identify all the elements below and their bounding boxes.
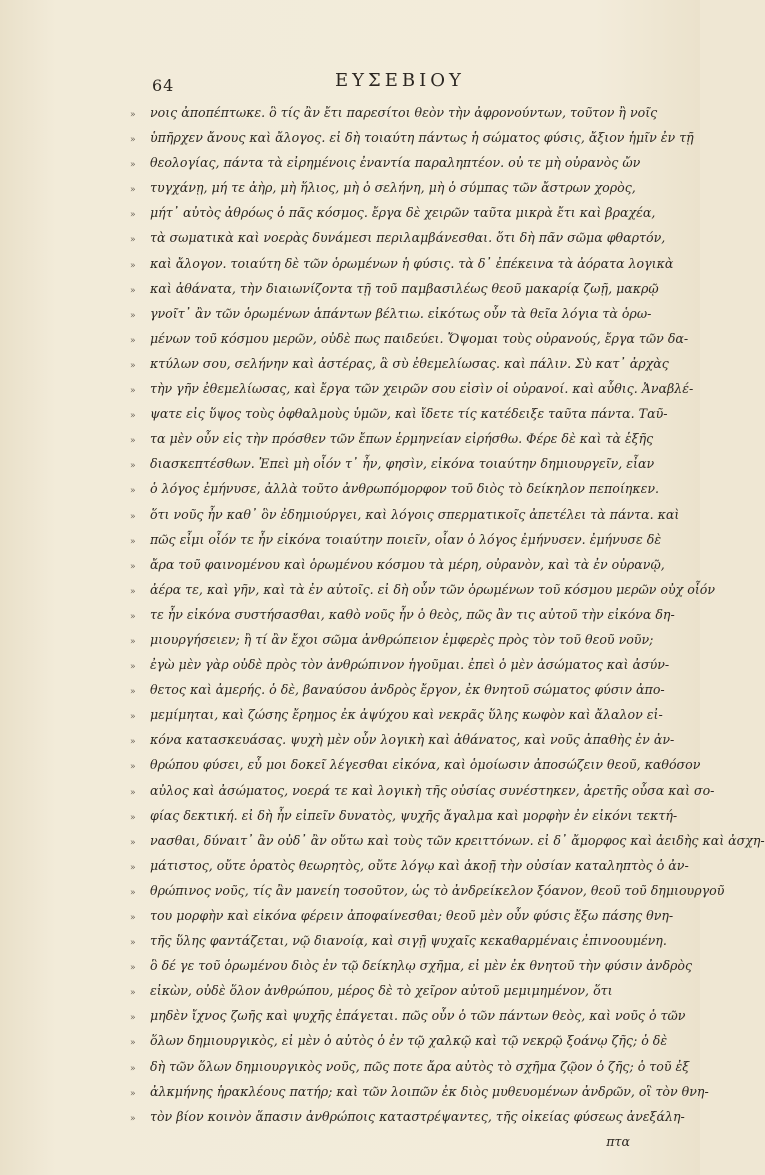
line-text: τα μὲν οὖν εἰς τὴν πρόσθεν τῶν ἔπων ἑρμηνείαν εἰρήσθω. Φέρε δὲ καὶ τὰ ἑξῆς	[150, 431, 654, 447]
quote-marker: »	[130, 963, 136, 974]
quote-marker: »	[130, 235, 136, 246]
text-line	[130, 225, 666, 250]
line-text: ἄρα τοῦ φαινομένου καὶ ὁρωμένου κόσμου τὰ μέρη, οὐρανὸν, καὶ τὰ ἐν οὐρανῷ,	[150, 556, 665, 572]
quote-marker: »	[130, 135, 136, 146]
text-line	[130, 627, 654, 652]
line-text: ὃ δέ γε τοῦ ὁρωμένου διὸς ἐν τῷ δείκηλῳ σχῆμα, εἰ μὲν ἐκ θνητοῦ τὴν φύσιν ἀνδρὸς	[150, 958, 693, 974]
line-text: τὰ σωματικὰ καὶ νοερὰς δυνάμεσι περιλαμβάνεσθαι. ὅτι δὴ πᾶν σῶμα φθαρτόν,	[150, 230, 666, 246]
quote-marker: »	[130, 1088, 136, 1099]
text-line	[130, 727, 675, 752]
quote-marker: »	[130, 110, 136, 120]
quote-marker: »	[130, 837, 136, 848]
text-line	[130, 828, 765, 853]
text-line	[130, 426, 654, 451]
text-line	[130, 652, 670, 677]
line-text: πτα	[606, 1133, 630, 1149]
text-line	[130, 125, 694, 150]
line-text: πῶς εἶμι οἷόν τε ἦν εἰκόνα τοιαύτην ποιεῖν, οἷαν ὁ λόγος ἐμήνυσεν. ἐμήνυσε δὲ	[150, 531, 662, 547]
quote-marker: »	[130, 411, 136, 422]
quote-marker: »	[130, 787, 136, 798]
quote-marker: »	[130, 185, 136, 196]
page-header	[140, 70, 610, 98]
quote-marker: »	[130, 887, 136, 898]
quote-marker: »	[130, 1113, 136, 1124]
quote-marker: »	[130, 636, 136, 647]
line-text: τῆς ὕλης φαντάζεται, νῷ διανοίᾳ, καὶ σιγῇ ψυχαῖς κεκαθαρμέναις ἐπινοουμένη.	[150, 933, 667, 949]
quote-marker: »	[130, 436, 136, 447]
text-line	[130, 853, 689, 878]
line-text: μεμίμηται, καὶ ζώσης ἔρημος ἐκ ἀψύχου καὶ νεκρᾶς ὕλης κωφὸν καὶ ἄλαλον εἰ-	[150, 707, 663, 723]
line-text: μήτ᾽ αὐτὸς ἀθρόως ὁ πᾶς κόσμος. ἔργα δὲ χειρῶν ταῦτα μικρὰ ἔτι καὶ βραχέα,	[150, 205, 656, 221]
line-text: γνοῖτ᾽ ἂν τῶν ὁρωμένων ἁπάντων βέλτιω. εἰκότως οὖν τὰ θεῖα λόγια τὰ ὁρω-	[150, 305, 652, 321]
quote-marker: »	[130, 862, 136, 873]
line-text: ἀλκμήνης ἡρακλέους πατήρ; καὶ τῶν λοιπῶν ἐκ διὸς μυθευομένων ἀνδρῶν, οἳ τὸν θνη-	[150, 1083, 709, 1099]
line-text: τὸν βίον κοινὸν ἅπασιν ἀνθρώποις καταστρέψαντες, τῆς οἰκείας φύσεως ἀνεξάλη-	[150, 1108, 685, 1124]
line-text: του μορφὴν καὶ εἰκόνα φέρειν ἀποφαίνεσθαι; θεοῦ μὲν οὖν φύσις ἔξω πάσης θνη-	[150, 908, 674, 923]
text-line	[130, 301, 650, 326]
line-text: δὴ τῶν ὅλων δημιουργικὸς νοῦς, πῶς ποτε ἄρα αὐτὸς τὸ σχῆμα ζῷον ὁ ζῆς; ὁ τοῦ ἐξ	[150, 1058, 690, 1074]
quote-marker: »	[130, 662, 136, 673]
line-text: μιουργήσειεν; ἢ τί ἂν ἔχοι σῶμα ἀνθρώπειον ἐμφερὲς πρὸς τὸν τοῦ θεοῦ νοῦν;	[150, 631, 654, 647]
text-line	[130, 175, 650, 200]
text-line	[130, 1129, 650, 1154]
quote-marker: »	[130, 335, 136, 346]
line-text: ὅτι νοῦς ἦν καθ᾽ ὃν ἐδημιούργει, καὶ λόγοις σπερματικοῖς ἀπετέλει τὰ πάντα. καὶ	[150, 506, 680, 522]
line-text: ὅλων δημιουργικὸς, εἰ μὲν ὁ αὐτὸς ὁ ἐν τῷ χαλκῷ καὶ τῷ νεκρῷ ξοάνῳ ζῆς; ὁ δὲ	[150, 1033, 668, 1049]
text-line	[130, 577, 716, 602]
text-line	[130, 878, 725, 903]
text-line	[130, 1104, 685, 1129]
text-line	[130, 326, 689, 351]
line-text: ψατε εἰς ὕψος τοὺς ὀφθαλμοὺς ὑμῶν, καὶ ἴδετε τίς κατέδειξε ταῦτα πάντα. Ταῦ-	[150, 406, 668, 422]
line-text: τε ἦν εἰκόνα συστήσασθαι, καθὸ νοῦς ἦν ὁ θεὸς, πῶς ἂν τις αὐτοῦ τὴν εἰκόνα δη-	[150, 606, 675, 622]
text-line	[130, 376, 694, 401]
text-line	[130, 100, 658, 125]
quote-marker: »	[130, 1038, 136, 1049]
quote-marker: »	[130, 210, 136, 221]
quote-marker: »	[130, 913, 136, 923]
running-head: ΕΥΣΕΒΙΟΥ	[335, 70, 465, 91]
quote-marker: »	[130, 461, 136, 472]
quote-marker: »	[130, 712, 136, 723]
text-line	[130, 200, 656, 225]
page-number: 64	[152, 76, 175, 95]
line-text: ὑπῆρχεν ἄνους καὶ ἄλογος. εἰ δὴ τοιαύτη πάντως ἡ σώματος φύσις, ἄξιον ἡμῖν ἐν τῇ	[150, 130, 694, 146]
quote-marker: »	[130, 611, 136, 622]
line-text: ἐγὼ μὲν γὰρ οὐδὲ πρὸς τὸν ἀνθρώπινον ἡγοῦμαι. ἐπεὶ ὁ μὲν ἀσώματος καὶ ἀσύν-	[150, 657, 670, 673]
text-line	[130, 351, 669, 376]
text-line	[130, 1079, 709, 1104]
line-text: θεολογίας, πάντα τὰ εἰρημένοις ἐναντία παραληπτέον. οὐ τε μὴ οὐρανὸς ὤν	[150, 155, 641, 171]
quote-marker: »	[130, 561, 136, 572]
text-line	[130, 552, 665, 577]
quote-marker: »	[130, 762, 136, 773]
text-line	[130, 451, 655, 476]
quote-marker: »	[130, 260, 136, 271]
text-line	[130, 778, 715, 803]
quote-marker: »	[130, 310, 136, 321]
line-text: θρώπου φύσει, εὖ μοι δοκεῖ λέγεσθαι εἰκόνα, καὶ ὁμοίωσιν ἀποσώζειν θεοῦ, καθόσον	[150, 757, 701, 773]
text-line	[130, 150, 650, 175]
quote-marker: »	[130, 536, 136, 547]
quote-marker: »	[130, 386, 136, 397]
line-text: νοις ἀποπέπτωκε. ὃ τίς ἂν ἔτι παρεσίτοι θεὸν τὴν ἀφρονούντων, τοῦτον ἢ νοῖς	[150, 105, 658, 120]
line-text: τὴν γῆν ἐθεμελίωσας, καὶ ἔργα τῶν χειρῶν σου εἰσὶν οἱ οὐρανοί. καὶ αὖθις. Ἀναβλέ-	[150, 381, 694, 397]
text-line	[130, 702, 663, 727]
line-text: θρώπινος νοῦς, τίς ἂν μανείη τοσοῦτον, ὡς τὸ ἀνδρείκελον ξόανον, θεοῦ τοῦ δημιουργοῦ	[150, 882, 725, 898]
quote-marker: »	[130, 160, 136, 171]
line-text: θετος καὶ ἀμερής. ὁ δὲ, βαναύσου ἀνδρὸς ἔργον, ἐκ θνητοῦ σώματος φύσιν ἀπο-	[150, 682, 665, 698]
quote-marker: »	[130, 737, 136, 748]
line-text: κόνα κατασκευάσας. ψυχὴ μὲν οὖν λογικὴ καὶ ἀθάνατος, καὶ νοῦς ἀπαθὴς ἐν ἀν-	[150, 732, 675, 748]
line-text: μένων τοῦ κόσμου μερῶν, οὐδὲ πως παιδεύει. Ὄψομαι τοὺς οὐρανούς, ἔργα τῶν δα-	[150, 330, 689, 346]
text-line	[130, 602, 675, 627]
text-line	[130, 527, 662, 552]
text-line	[130, 502, 680, 527]
text-block	[130, 100, 765, 1154]
quote-marker: »	[130, 812, 136, 823]
quote-marker: »	[130, 1063, 136, 1074]
quote-marker: »	[130, 938, 136, 949]
text-line	[130, 803, 678, 828]
line-text: διασκεπτέσθων. Ἐπεὶ μὴ οἷόν τ᾽ ἦν, φησὶν, εἰκόνα τοιαύτην δημιουργεῖν, εἶαν	[150, 456, 655, 472]
text-line	[130, 953, 693, 978]
text-line	[130, 928, 667, 953]
line-text: καὶ ἀθάνατα, τὴν διαιωνίζοντα τῇ τοῦ παμβασιλέως θεοῦ μακαρίᾳ ζωῇ, μακρῷ	[150, 280, 659, 296]
line-text: ἀέρα τε, καὶ γῆν, καὶ τὰ ἐν αὐτοῖς. εἰ δὴ οὖν τῶν ὁρωμένων τοῦ κόσμου μερῶν οὐχ οἷόν	[150, 581, 716, 597]
line-text: νασθαι, δύναιτ᾽ ἂν οὐδ᾽ ἂν οὕτω καὶ τοὺς τῶν κρειττόνων. εἰ δ᾽ ἄμορφος καὶ ἀειδὴς καὶ ἀσχη-	[150, 832, 765, 848]
text-line	[130, 276, 659, 301]
text-line	[130, 1028, 668, 1053]
line-text: ὁ λόγος ἐμήνυσε, ἀλλὰ τοῦτο ἀνθρωπόμορφον τοῦ διὸς τὸ δείκηλον πεποίηκεν.	[150, 481, 659, 497]
text-line	[130, 1054, 690, 1079]
line-text: εἰκὼν, οὐδὲ ὅλον ἀνθρώπου, μέρος δὲ τὸ χεῖρον αὐτοῦ μεμιμημένον, ὅτι	[150, 983, 613, 999]
line-text: φίας δεκτική. εἰ δὴ ἦν εἰπεῖν δυνατὸς, ψυχῆς ἄγαλμα καὶ μορφὴν ἐν εἰκόνι τεκτή-	[150, 807, 678, 823]
text-line	[130, 677, 665, 702]
text-line	[130, 978, 650, 1003]
line-text: κτύλων σου, σελήνην καὶ ἀστέρας, ἃ σὺ ἐθεμελίωσας. καὶ πάλιν. Σὺ κατ᾽ ἀρχὰς	[150, 355, 669, 371]
line-text: αὐλος καὶ ἀσώματος, νοερά τε καὶ λογικὴ τῆς οὐσίας συνέστηκεν, ἀρετῆς οὖσα καὶ σο-	[150, 782, 715, 798]
text-line	[130, 251, 674, 276]
text-line	[130, 476, 659, 501]
quote-marker: »	[130, 511, 136, 522]
text-line	[130, 752, 701, 777]
quote-marker: »	[130, 285, 136, 296]
quote-marker: »	[130, 687, 136, 698]
text-line	[130, 903, 674, 928]
line-text: τυγχάνῃ, μή τε ἀὴρ, μὴ ἥλιος, μὴ ὁ σελήνη, μὴ ὁ σύμπας τῶν ἄστρων χορὸς,	[150, 180, 636, 196]
line-text: καὶ ἄλογον. τοιαύτη δὲ τῶν ὁρωμένων ἡ φύσις. τὰ δ᾽ ἐπέκεινα τὰ ἀόρατα λογικὰ	[150, 255, 674, 271]
text-line	[130, 1003, 686, 1028]
quote-marker: »	[130, 988, 136, 999]
text-line	[130, 401, 668, 426]
quote-marker: »	[130, 586, 136, 597]
quote-marker: »	[130, 1013, 136, 1024]
quote-marker: »	[130, 360, 136, 371]
line-text: μάτιστος, οὔτε ὁρατὸς θεωρητὸς, οὔτε λόγῳ καὶ ἀκοῇ τὴν οὐσίαν καταληπτὸς ὁ ἀν-	[150, 857, 689, 873]
line-text: μηδὲν ἴχνος ζωῆς καὶ ψυχῆς ἐπάγεται. πῶς οὖν ὁ τῶν πάντων θεὸς, καὶ νοῦς ὁ τῶν	[150, 1008, 686, 1024]
quote-marker: »	[130, 486, 136, 497]
